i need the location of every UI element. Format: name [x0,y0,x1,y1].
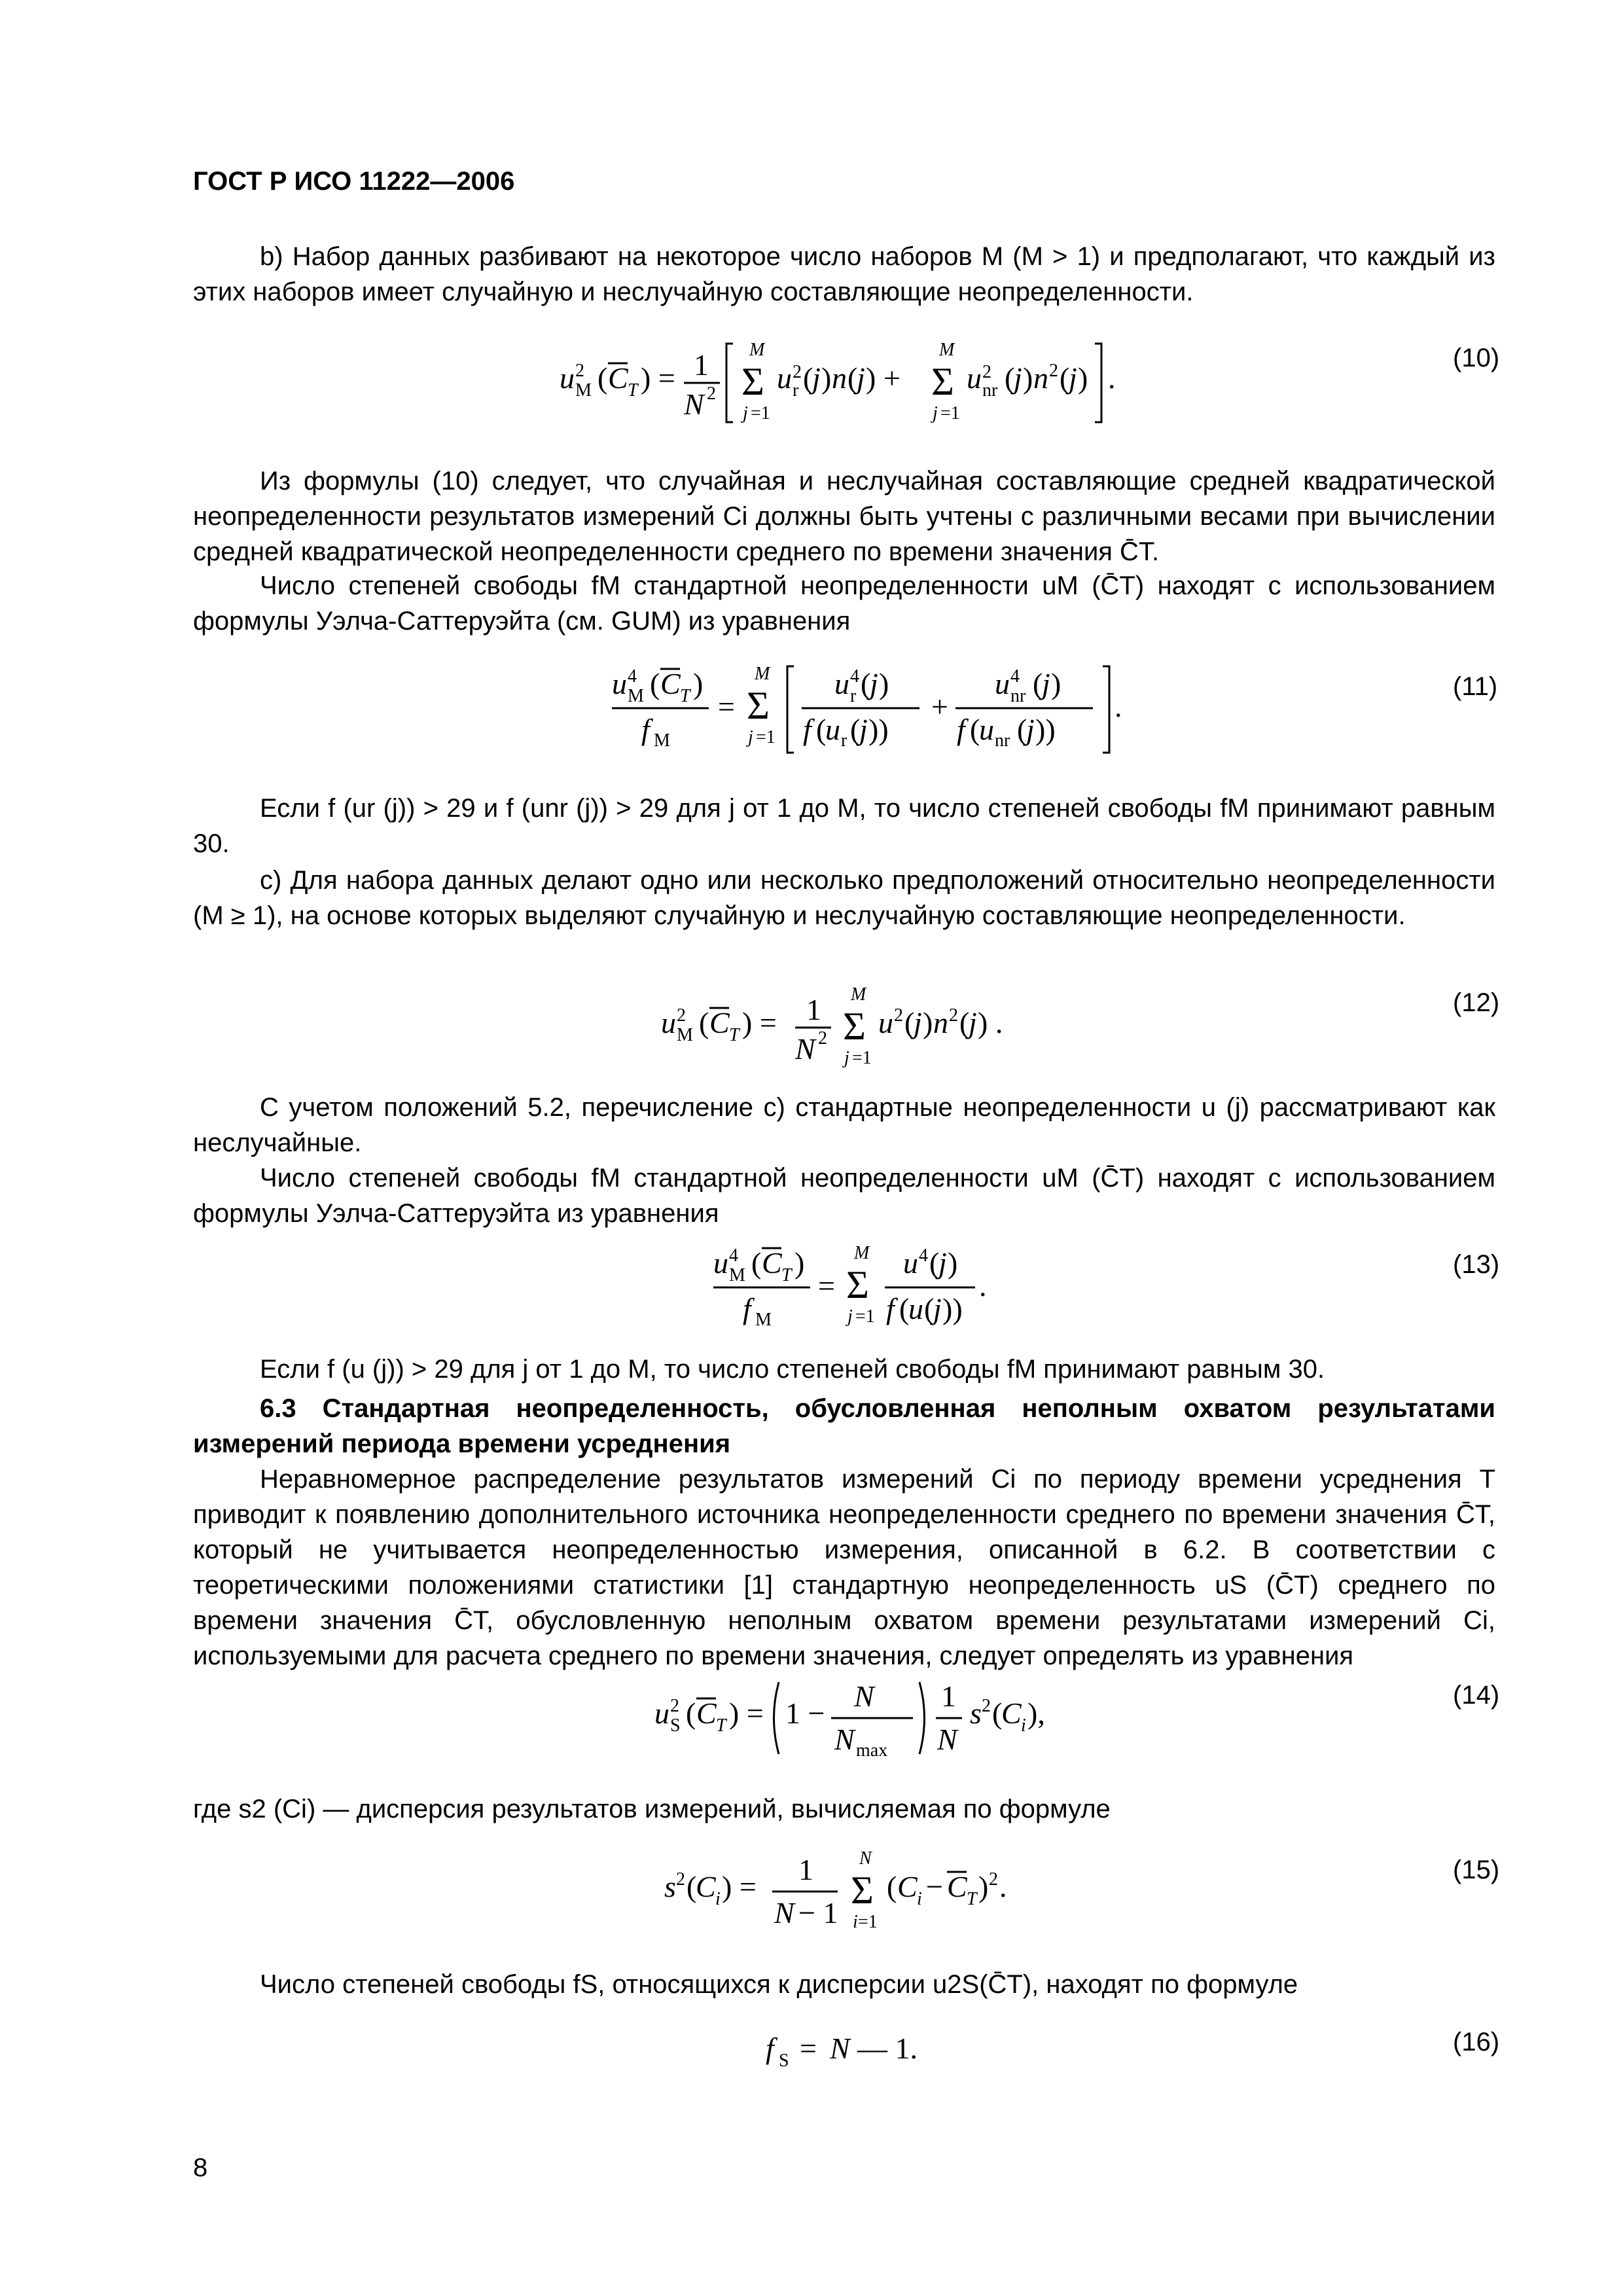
svg-text:T: T [628,380,638,401]
svg-text:(: ( [1060,361,1070,395]
svg-text:(: ( [597,361,608,395]
svg-text:2: 2 [989,1869,998,1890]
svg-text:N: N [795,1032,815,1066]
svg-text:(: ( [970,713,980,746]
equation-number-14: (14) [1453,1681,1500,1710]
svg-text:(: ( [751,1246,762,1280]
equation-number-12: (12) [1453,988,1500,1017]
svg-text:f: f [766,2032,774,2065]
svg-text:)): )) [1035,713,1056,746]
svg-text:(: ( [816,713,827,746]
equation-14 [654,1666,1113,1764]
paragraph-6-3: Неравномерное распределение результатов измерений Ci по периоду времени усреднения T приводит к появлению дополнительного источника неопределенности среднего по времени значения C̄T, который не учитывается неопределенностью измерения, описанной в 6.2. В соответствии с теоретическими положениями статистики [1] стандартную неопределенность uS (C̄T) среднего по времени значения C̄T, обусловленную неполным охватом времени результатами измерений Ci, используемыми для расчета среднего по времени значения, следует определять из уравнения [193,1465,1495,1670]
svg-text:T: T [716,1715,726,1736]
svg-text:−: − [926,1870,943,1903]
svg-text:Σ: Σ [931,360,954,403]
equation-number-11: (11) [1453,672,1498,701]
svg-text:s: s [664,1870,676,1903]
svg-text:(: ( [1005,361,1015,395]
svg-text:2: 2 [818,1028,827,1049]
document-header: ГОСТ Р ИСО 11222—2006 [193,167,515,196]
svg-text:j: j [847,1306,853,1327]
svg-text:j: j [857,361,865,395]
svg-text:j: j [933,1292,942,1325]
svg-text:n: n [832,361,847,395]
svg-text:f: f [886,1292,895,1325]
svg-text:− 1: − 1 [798,1896,838,1929]
page-number: 8 [193,2153,208,2182]
svg-text:2: 2 [670,1696,679,1716]
svg-text:1: 1 [694,348,709,382]
svg-text:4: 4 [1010,666,1020,687]
svg-text:nr: nr [995,730,1010,751]
svg-text:j: j [938,1246,947,1280]
svg-text:): ) [794,1246,805,1280]
svg-text:T: T [680,686,690,706]
svg-text:N: N [684,387,704,421]
svg-text:M: M [575,380,592,401]
svg-text:i: i [917,1889,922,1909]
equation-15 [664,1839,1090,1937]
svg-text:Σ: Σ [851,1869,874,1912]
svg-text:M: M [729,1265,745,1285]
svg-text:): ) [923,1006,933,1039]
svg-text:)): )) [942,1292,963,1325]
svg-text:r: r [850,686,857,706]
svg-text:M: M [654,730,670,751]
svg-text:S: S [670,1715,681,1736]
svg-text:u: u [834,667,849,700]
svg-text:) +: ) + [866,361,901,395]
svg-text:C: C [897,1870,918,1903]
svg-text:S: S [779,2051,789,2071]
equation-number-15: (15) [1453,1856,1500,1884]
svg-text:2: 2 [982,1696,991,1716]
svg-text:1: 1 [806,993,821,1026]
svg-text:(: ( [929,1246,940,1280]
svg-text:.: . [1108,361,1116,395]
svg-text:1: 1 [941,1679,956,1713]
svg-text:(: ( [699,1006,709,1039]
svg-text:N: N [774,1896,794,1929]
equation-number-16: (16) [1453,2028,1500,2056]
svg-text:1 −: 1 − [785,1696,825,1730]
paragraph-c: c) Для набора данных делают одно или несколько предположений относительно неопределенности (M ≥ 1), на основе которых выделяют случайную и неслучайную составляющие неопределенности. [193,866,1495,930]
svg-text:i: i [1021,1715,1026,1736]
svg-text:u: u [612,667,627,700]
svg-text:M: M [939,340,955,360]
svg-text:T: T [967,1889,977,1909]
svg-text:4: 4 [919,1246,928,1266]
svg-text:M: M [749,340,765,360]
svg-text:f: f [957,713,965,746]
equation-12 [661,975,1054,1073]
svg-text:T: T [729,1025,740,1045]
svg-text:Σ: Σ [843,1005,866,1048]
svg-text:u: u [908,1292,923,1325]
svg-text:C: C [608,361,628,395]
paragraph-if-2: Если f (u (j)) > 29 для j от 1 до M, то число степеней свободы fM принимают равным 30. [260,1355,1325,1384]
svg-text:2: 2 [894,1005,903,1026]
svg-text:Σ: Σ [846,1263,869,1306]
svg-text:u: u [560,361,575,395]
svg-text:n: n [933,1006,948,1039]
svg-text:nr: nr [1010,686,1026,706]
svg-text:j: j [812,361,821,395]
equation-11 [612,655,1397,759]
svg-text:=1: =1 [855,1306,875,1327]
svg-text:n: n [1033,361,1048,395]
svg-text:M: M [755,1310,772,1330]
svg-text:): ) [1023,361,1033,395]
svg-text:=1: =1 [756,727,776,747]
svg-text:j: j [1014,361,1022,395]
svg-text:2: 2 [677,1005,686,1026]
svg-text:N: N [859,1848,872,1869]
svg-text:j: j [743,403,748,423]
svg-text:N: N [937,1723,957,1756]
svg-text:j: j [933,403,938,423]
svg-text:(: ( [1033,667,1043,700]
svg-text:(: ( [924,1292,935,1325]
svg-text:s: s [970,1696,982,1730]
equation-number-13: (13) [1453,1250,1500,1279]
svg-text:.: . [999,1870,1007,1903]
svg-text:f: f [641,713,650,746]
svg-text:u: u [878,1006,893,1039]
svg-text:) =: ) = [722,1870,757,1903]
section-heading-6-3: 6.3 Стандартная неопределенность, обусловленная неполным охватом результатами измерений периода времени усреднения [193,1394,1495,1458]
svg-text:=: = [818,1269,835,1302]
svg-text:C: C [660,667,681,700]
svg-text:u: u [903,1246,918,1280]
svg-text:2: 2 [793,362,802,382]
svg-text:j: j [870,667,878,700]
svg-text:.: . [979,1269,987,1302]
svg-text:+: + [931,690,948,723]
svg-text:u: u [979,713,994,746]
svg-text:=1: =1 [751,403,770,423]
svg-text:(: ( [686,1696,696,1730]
svg-text:)): )) [868,713,889,746]
svg-text:): ) [1051,667,1061,700]
svg-text:u: u [713,1246,728,1280]
svg-text:) .: ) . [978,1006,1003,1039]
svg-text:(: ( [847,361,858,395]
svg-text:C: C [696,1870,716,1903]
svg-text:M: M [854,1243,870,1263]
svg-text:): ) [879,667,889,700]
svg-text:C: C [696,1696,717,1730]
svg-text:(: ( [850,713,861,746]
svg-text:C: C [947,1870,967,1903]
svg-text:i: i [715,1889,721,1909]
svg-text:=1: =1 [852,1048,872,1068]
svg-text:M: M [755,664,770,684]
svg-text:(: ( [687,1870,697,1903]
svg-text:2: 2 [575,361,584,381]
svg-text:Σ: Σ [741,360,764,403]
svg-text:r: r [793,380,799,401]
svg-text:M: M [628,686,644,706]
paragraph-dof-s: Число степеней свободы fS, относящихся к дисперсии u2S(C̄T), находят по формуле [260,1970,1298,1999]
svg-text:=: = [718,690,735,723]
svg-text:(: ( [887,1870,897,1903]
svg-text:N: N [854,1679,874,1713]
svg-text:(: ( [650,667,660,700]
svg-text:j: j [844,1048,849,1068]
svg-text:): ) [948,1246,958,1280]
svg-text:) =: ) = [729,1696,764,1730]
svg-text:u: u [825,713,840,746]
svg-text:2: 2 [982,362,991,382]
svg-text:f: f [743,1292,751,1325]
svg-text:2: 2 [949,1005,958,1026]
svg-text:(: ( [904,1006,915,1039]
svg-text:N: N [834,1723,855,1756]
paragraph-if-1: Если f (ur (j)) > 29 и f (unr (j)) > 29 для j от 1 до M, то число степеней свободы fM принимают равным 30. [193,794,1495,858]
svg-text:) =: ) = [742,1006,777,1039]
svg-text:C: C [709,1006,730,1039]
svg-text:u: u [967,361,982,395]
svg-text:(: ( [899,1292,910,1325]
svg-text:4: 4 [628,666,637,687]
equation-number-10: (10) [1453,344,1500,372]
svg-text:i: i [853,1912,858,1932]
svg-text:4: 4 [850,666,859,687]
svg-text:u: u [995,667,1010,700]
svg-text:j: j [1042,667,1050,700]
svg-text:— 1.: — 1. [857,2032,918,2065]
svg-text:nr: nr [982,380,998,401]
svg-text:M: M [851,984,866,1005]
svg-text:2: 2 [707,384,716,404]
equation-10 [560,331,1378,429]
paragraph-dof-2: Число степеней свободы fM стандартной неопределенности uM (C̄T) находят с использованием формулы Уэлча-Саттеруэйта из уравнения [193,1164,1495,1228]
svg-text:j: j [859,713,868,746]
svg-text:) =: ) = [641,361,675,395]
paragraph-b: b) Набор данных разбивают на некоторое число наборов M (M > 1) и предполагают, что каждый из этих наборов имеет случайную и неслучайную составляющие неопределенности. [193,242,1495,306]
svg-text:j: j [914,1006,922,1039]
equation-13 [713,1234,1106,1338]
svg-text:1: 1 [798,1853,813,1886]
svg-text:max: max [856,1740,888,1761]
svg-text:u: u [654,1696,669,1730]
paragraph-after-eq12: С учетом положений 5.2, перечисление c) стандартные неопределенности u (j) рассматривают как неслучайные. [193,1093,1495,1157]
svg-text:C: C [1001,1696,1022,1730]
svg-text:=1: =1 [858,1912,878,1932]
svg-text:u: u [661,1006,676,1039]
svg-text:(: ( [992,1696,1003,1730]
svg-text:=1: =1 [940,403,960,423]
svg-text:j: j [1026,713,1035,746]
svg-text:(: ( [959,1006,970,1039]
svg-text:2: 2 [1049,361,1058,381]
equation-16 [766,2019,975,2078]
svg-text:j: j [748,727,753,747]
svg-text:(: ( [803,361,813,395]
svg-text:2: 2 [676,1869,685,1890]
svg-text:(: ( [861,667,871,700]
paragraph-where: где s2 (Ci) — дисперсия результатов измерений, вычисляемая по формуле [193,1795,1111,1823]
svg-text:),: ), [1027,1696,1045,1730]
svg-text:r: r [841,730,847,751]
svg-text:(: ( [1017,713,1027,746]
svg-text:f: f [803,713,812,746]
svg-text:=: = [800,2032,817,2065]
svg-text:j: j [1069,361,1077,395]
svg-text:Σ: Σ [747,684,770,727]
svg-text:): ) [978,1870,989,1903]
paragraph-dof-1: Число степеней свободы fM стандартной неопределенности uM (C̄T) находят с использованием формулы Уэлча-Саттеруэйта (см. GUM) из уравнения [193,571,1495,636]
svg-text:): ) [821,361,832,395]
svg-text:): ) [1078,361,1088,395]
paragraph-after-eq10: Из формулы (10) следует, что случайная и неслучайная составляющие средней квадратической неопределенности результатов измерений Ci должны быть учтены с различными весами при вычислении средней квадратической неопределенности среднего по времени значения C̄T. [193,467,1495,566]
svg-text:4: 4 [729,1246,738,1266]
svg-text:M: M [677,1025,693,1045]
svg-text:u: u [777,361,792,395]
svg-text:N: N [830,2032,850,2065]
svg-text:.: . [1115,690,1122,723]
svg-text:): ) [693,667,704,700]
svg-text:T: T [781,1265,792,1285]
svg-text:j: j [969,1006,977,1039]
svg-text:C: C [762,1246,782,1280]
